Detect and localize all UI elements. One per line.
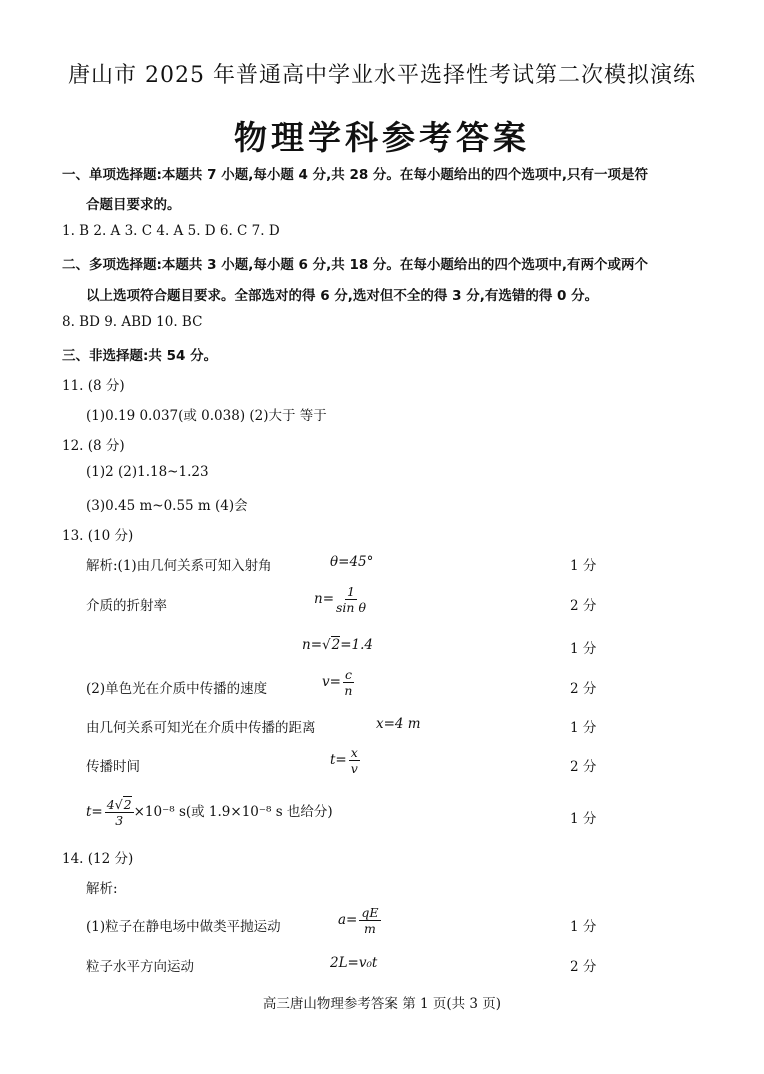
q13-step7-fraction [105, 797, 134, 828]
q13-step3-lhs: n= [302, 637, 323, 653]
q13-heading: 13. (10 分) [62, 528, 134, 544]
q11-heading: 11. (8 分) [62, 378, 125, 394]
q14-step2-points: 2 分 [570, 959, 597, 975]
q13-step1-equation: θ=45° [330, 554, 374, 570]
q13-step3-radicand: 2 [331, 637, 341, 653]
q12-answer-line2: (3)0.45 m~0.55 m (4)会 [86, 498, 248, 514]
section1-line1: 一、单项选择题:本题共 7 小题,每小题 4 分,共 28 分。在每小题给出的四个选项中,只有一项是符 [62, 167, 649, 183]
q13-step2-fraction [336, 584, 366, 615]
q14-step1-equation [338, 905, 381, 936]
q13-step6-fraction [349, 745, 360, 776]
q13-step2-equation [314, 584, 366, 615]
section2-answers: 8. BD 9. ABD 10. BC [62, 314, 203, 330]
q13-step7-radicand: 2 [123, 797, 132, 812]
q13-step4-fraction [343, 667, 354, 698]
q13-step6-text: 传播时间 [86, 759, 140, 775]
q13-step7-lhs: t= [86, 804, 103, 820]
section1-line2: 合题目要求的。 [86, 197, 181, 213]
q14-step2-equation: 2L=v₀t [330, 955, 378, 971]
q13-step4-text: (2)单色光在介质中传播的速度 [86, 681, 268, 697]
q13-step1-text: 解析:(1)由几何关系可知入射角 [86, 558, 272, 574]
q13-step7-denominator: 3 [115, 813, 124, 828]
q13-step6-lhs: t= [330, 752, 347, 768]
q13-step1-points: 1 分 [570, 558, 597, 574]
q13-step2-lhs: n= [314, 591, 335, 607]
q13-step5-equation: x=4 m [376, 716, 421, 732]
section1-answers: 1. B 2. A 3. C 4. A 5. D 6. C 7. D [62, 223, 280, 239]
q13-step6-numerator: x [350, 745, 358, 760]
q13-step5-text: 由几何关系可知光在介质中传播的距离 [86, 720, 316, 736]
q14-intro: 解析: [86, 881, 118, 897]
q13-step7-rest: ×10⁻⁸ s(或 1.9×10⁻⁸ s 也给分) [133, 804, 333, 820]
q13-step5-points: 1 分 [570, 720, 597, 736]
q14-step1-points: 1 分 [570, 919, 597, 935]
sqrt-symbol: √ [322, 637, 331, 653]
q13-step2-denominator: sin θ [336, 600, 366, 615]
q13-step4-equation [322, 667, 354, 698]
q13-step3-rhs: =1.4 [340, 637, 373, 653]
q13-step3-points: 1 分 [570, 641, 597, 657]
q13-step4-lhs: v= [322, 674, 341, 690]
q13-step6-equation [330, 745, 360, 776]
section2-line2: 以上选项符合题目要求。全部选对的得 6 分,选对但不全的得 3 分,有选错的得 0 分。 [86, 288, 599, 304]
q12-heading: 12. (8 分) [62, 438, 125, 454]
q13-step7-numerator [105, 797, 134, 813]
q13-step7-coef: 4 [106, 797, 115, 812]
q14-step1-numerator: qE [361, 905, 379, 920]
q13-step4-points: 2 分 [570, 681, 597, 697]
q13-step6-denominator: v [350, 761, 358, 776]
q14-step1-text: (1)粒子在静电场中做类平抛运动 [86, 919, 281, 935]
q13-step7-points: 1 分 [570, 811, 597, 827]
q13-step7-equation [86, 797, 333, 828]
sqrt-symbol: √ [114, 797, 123, 812]
section3-heading: 三、非选择题:共 54 分。 [62, 348, 218, 364]
q13-step6-points: 2 分 [570, 759, 597, 775]
q14-step2-text: 粒子水平方向运动 [86, 959, 194, 975]
q11-answer-line: (1)0.19 0.037(或 0.038) (2)大于 等于 [86, 408, 327, 424]
page-footer: 高三唐山物理参考答案 第 1 页(共 3 页) [262, 996, 502, 1012]
q13-step2-numerator: 1 [347, 584, 355, 599]
q13-step2-text: 介质的折射率 [86, 598, 167, 614]
q13-step3-equation [302, 637, 373, 653]
q14-heading: 14. (12 分) [62, 851, 134, 867]
q14-step1-lhs: a= [338, 912, 358, 928]
document-title: 唐山市 2025 年普通高中学业水平选择性考试第二次模拟演练 [68, 63, 696, 88]
q13-step4-numerator: c [344, 667, 352, 682]
q13-step2-points: 2 分 [570, 598, 597, 614]
q14-step1-denominator: m [364, 921, 376, 936]
document-subtitle: 物理学科参考答案 [234, 118, 530, 157]
q13-step4-denominator: n [344, 683, 353, 698]
q12-answer-line1: (1)2 (2)1.18~1.23 [86, 464, 209, 480]
q14-step1-fraction [359, 905, 380, 936]
section2-line1: 二、多项选择题:本题共 3 小题,每小题 6 分,共 18 分。在每小题给出的四个选项中,有两个或两个 [62, 257, 649, 273]
